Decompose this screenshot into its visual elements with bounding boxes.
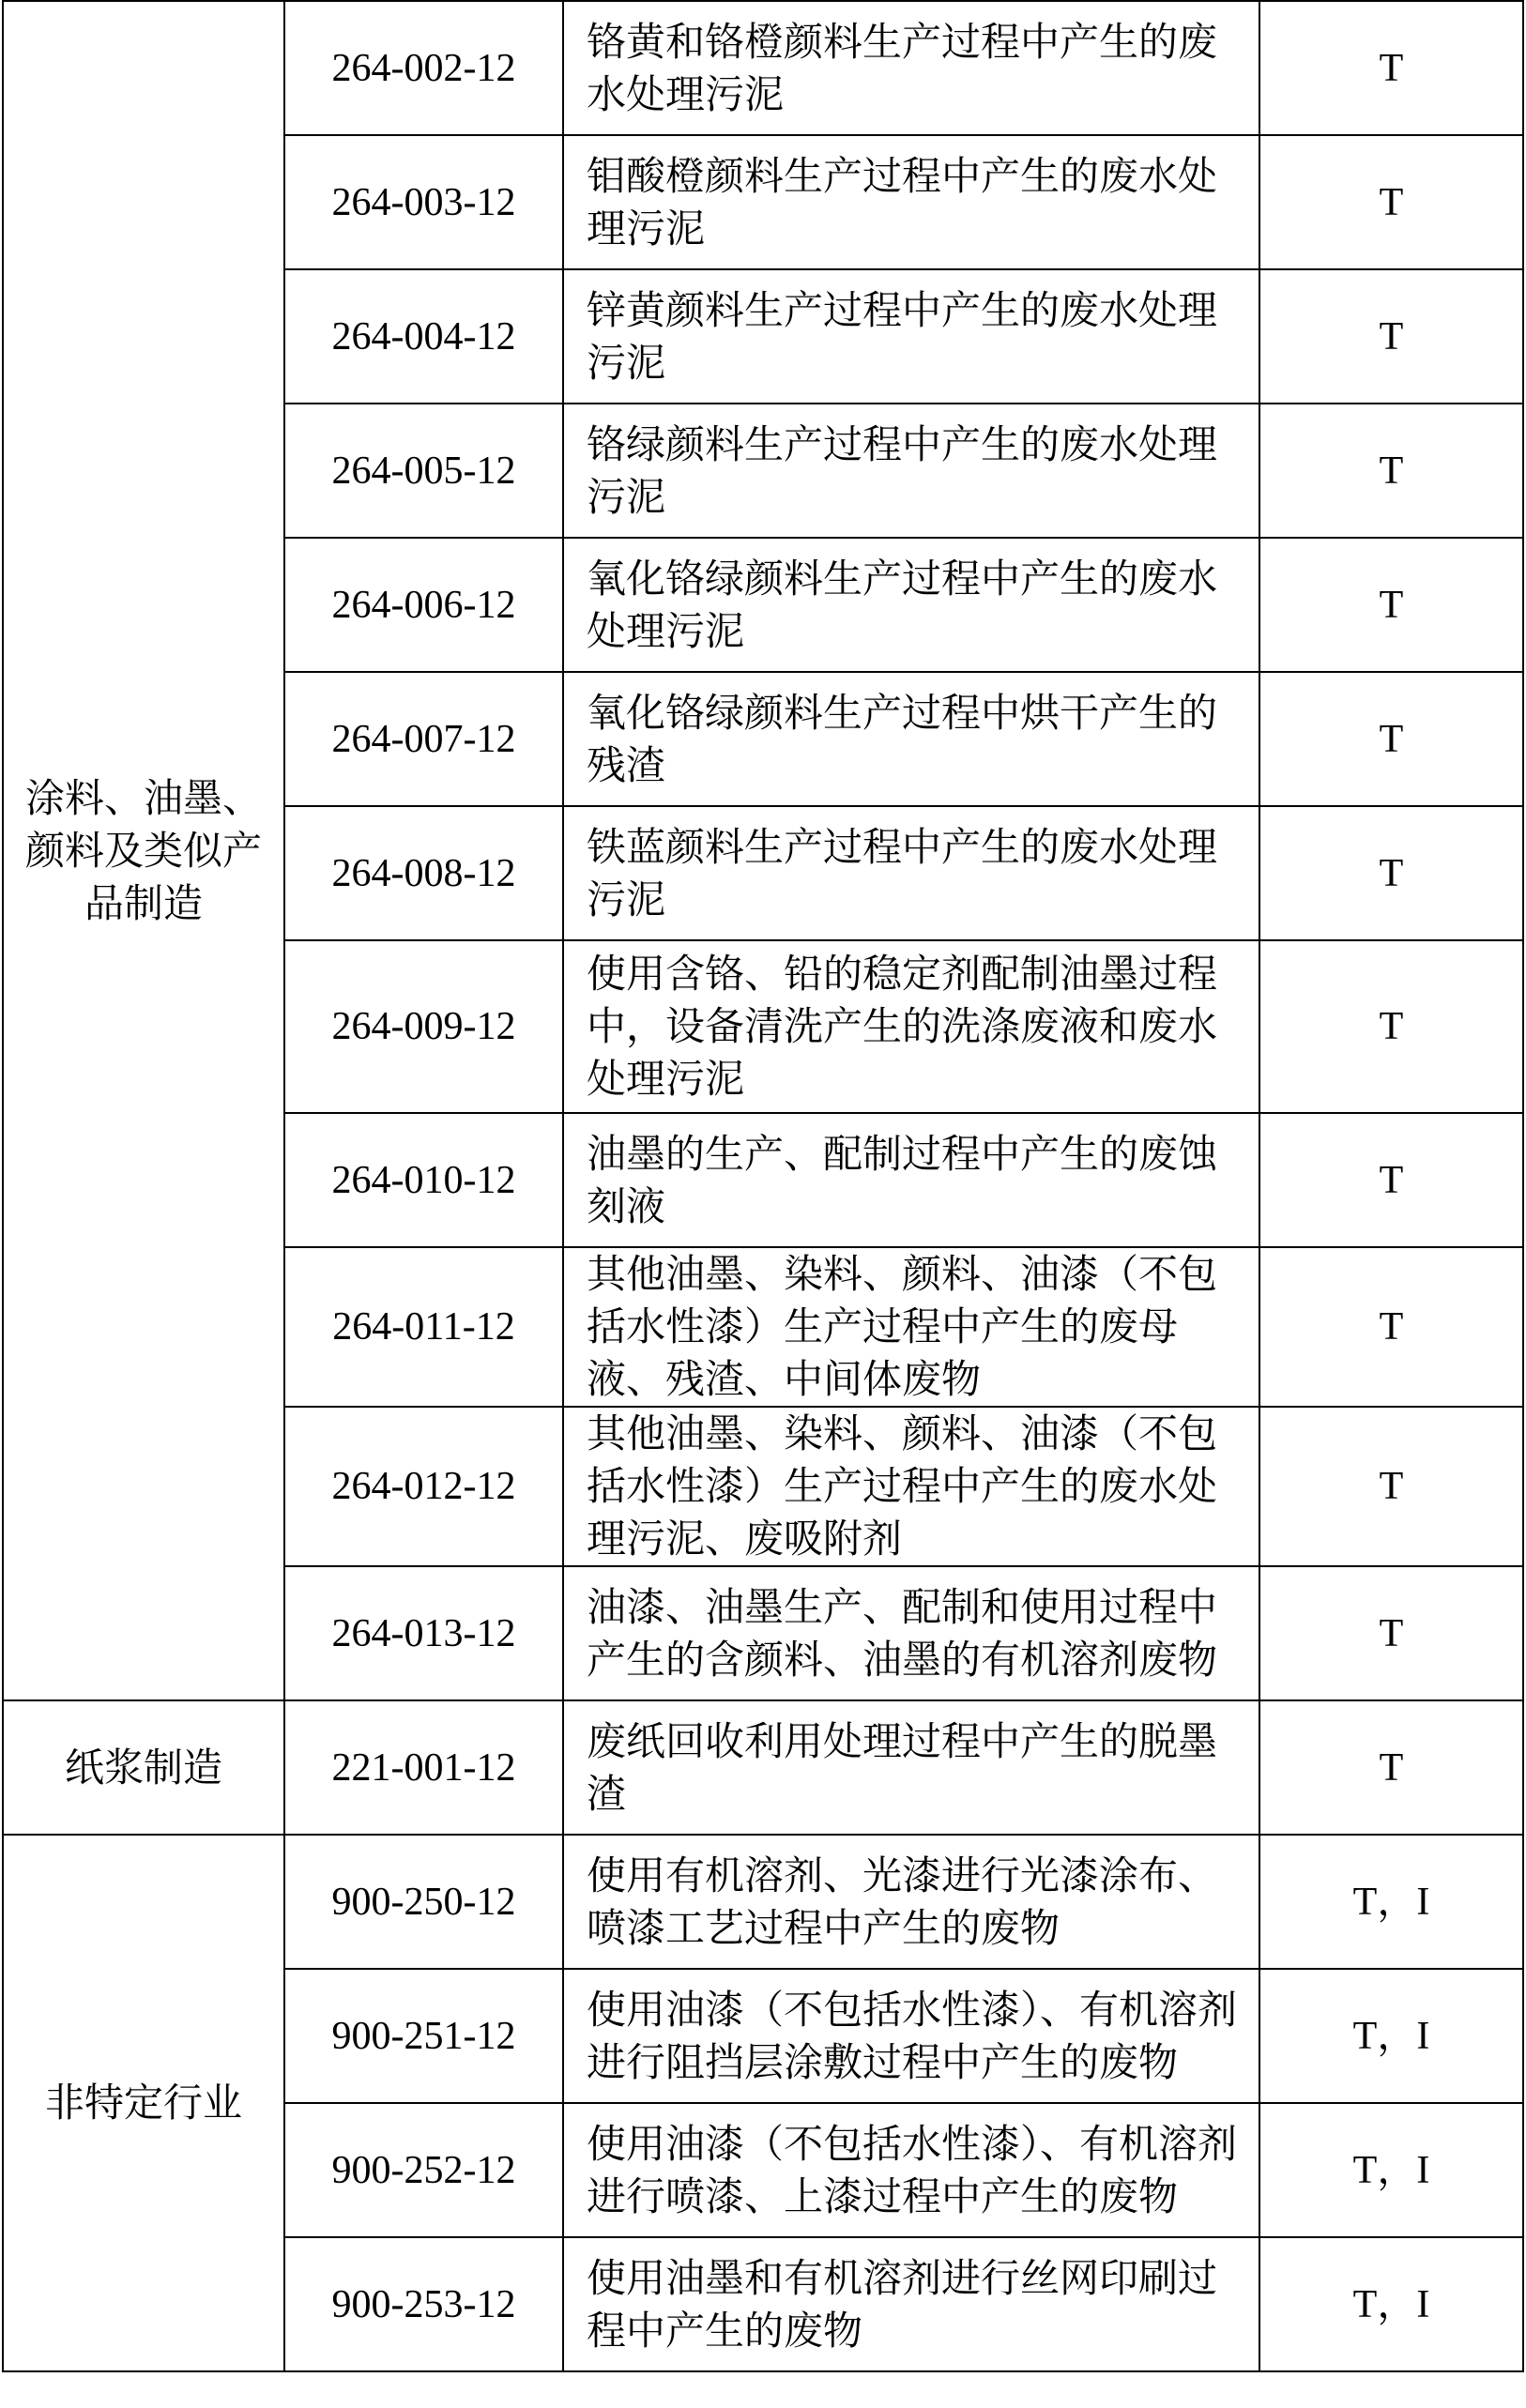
waste-description: 钼酸橙颜料生产过程中产生的废水处理污泥	[563, 135, 1259, 269]
waste-description: 使用油漆（不包括水性漆）、有机溶剂进行阻挡层涂敷过程中产生的废物	[563, 1969, 1259, 2103]
waste-code: 221-001-12	[284, 1700, 563, 1835]
hazard-property: T	[1259, 806, 1523, 940]
waste-description: 氧化铬绿颜料生产过程中烘干产生的残渣	[563, 672, 1259, 806]
waste-code: 264-011-12	[284, 1247, 563, 1407]
waste-code: 264-013-12	[284, 1566, 563, 1700]
hazard-property: T	[1259, 940, 1523, 1113]
waste-code: 264-007-12	[284, 672, 563, 806]
hazard-property: T	[1259, 1700, 1523, 1835]
waste-description: 使用有机溶剂、光漆进行光漆涂布、喷漆工艺过程中产生的废物	[563, 1835, 1259, 1969]
hazard-property: T	[1259, 1407, 1523, 1566]
waste-code: 264-005-12	[284, 404, 563, 538]
hazard-property: T，I	[1259, 1969, 1523, 2103]
waste-description: 使用油墨和有机溶剂进行丝网印刷过程中产生的废物	[563, 2237, 1259, 2371]
waste-description: 氧化铬绿颜料生产过程中产生的废水处理污泥	[563, 538, 1259, 672]
industry-cell: 非特定行业	[3, 1835, 284, 2371]
hazard-property: T	[1259, 1, 1523, 135]
hazard-property: T	[1259, 1566, 1523, 1700]
hazard-property: T	[1259, 1247, 1523, 1407]
waste-description: 铁蓝颜料生产过程中产生的废水处理污泥	[563, 806, 1259, 940]
hazard-property: T	[1259, 135, 1523, 269]
waste-description: 废纸回收利用处理过程中产生的脱墨渣	[563, 1700, 1259, 1835]
waste-code: 264-009-12	[284, 940, 563, 1113]
waste-description: 油漆、油墨生产、配制和使用过程中产生的含颜料、油墨的有机溶剂废物	[563, 1566, 1259, 1700]
table-row	[3, 1835, 1523, 1969]
hazard-property: T	[1259, 404, 1523, 538]
waste-description: 铬黄和铬橙颜料生产过程中产生的废水处理污泥	[563, 1, 1259, 135]
waste-description: 其他油墨、染料、颜料、油漆（不包括水性漆）生产过程中产生的废母液、残渣、中间体废物	[563, 1247, 1259, 1407]
hazardous-waste-table	[2, 0, 1524, 2372]
waste-code: 264-003-12	[284, 135, 563, 269]
industry-cell: 纸浆制造	[3, 1700, 284, 1835]
waste-description: 铬绿颜料生产过程中产生的废水处理污泥	[563, 404, 1259, 538]
waste-description: 油墨的生产、配制过程中产生的废蚀刻液	[563, 1113, 1259, 1247]
hazard-property: T	[1259, 672, 1523, 806]
waste-code: 900-250-12	[284, 1835, 563, 1969]
waste-description: 其他油墨、染料、颜料、油漆（不包括水性漆）生产过程中产生的废水处理污泥、废吸附剂	[563, 1407, 1259, 1566]
table-row	[3, 1700, 1523, 1835]
hazard-property: T，I	[1259, 2237, 1523, 2371]
waste-code: 264-012-12	[284, 1407, 563, 1566]
waste-code: 264-004-12	[284, 269, 563, 404]
hazard-property: T	[1259, 538, 1523, 672]
waste-code: 900-252-12	[284, 2103, 563, 2237]
table-row	[3, 1, 1523, 135]
hazard-property: T	[1259, 1113, 1523, 1247]
waste-description: 使用含铬、铅的稳定剂配制油墨过程中，设备清洗产生的洗涤废液和废水处理污泥	[563, 940, 1259, 1113]
waste-code: 264-006-12	[284, 538, 563, 672]
waste-code: 900-251-12	[284, 1969, 563, 2103]
waste-code: 264-002-12	[284, 1, 563, 135]
waste-code: 264-010-12	[284, 1113, 563, 1247]
hazard-property: T，I	[1259, 1835, 1523, 1969]
waste-code: 900-253-12	[284, 2237, 563, 2371]
industry-cell: 涂料、油墨、颜料及类似产品制造	[3, 1, 284, 1700]
waste-description: 使用油漆（不包括水性漆）、有机溶剂进行喷漆、上漆过程中产生的废物	[563, 2103, 1259, 2237]
waste-description: 锌黄颜料生产过程中产生的废水处理污泥	[563, 269, 1259, 404]
hazard-property: T，I	[1259, 2103, 1523, 2237]
hazard-property: T	[1259, 269, 1523, 404]
waste-code: 264-008-12	[284, 806, 563, 940]
